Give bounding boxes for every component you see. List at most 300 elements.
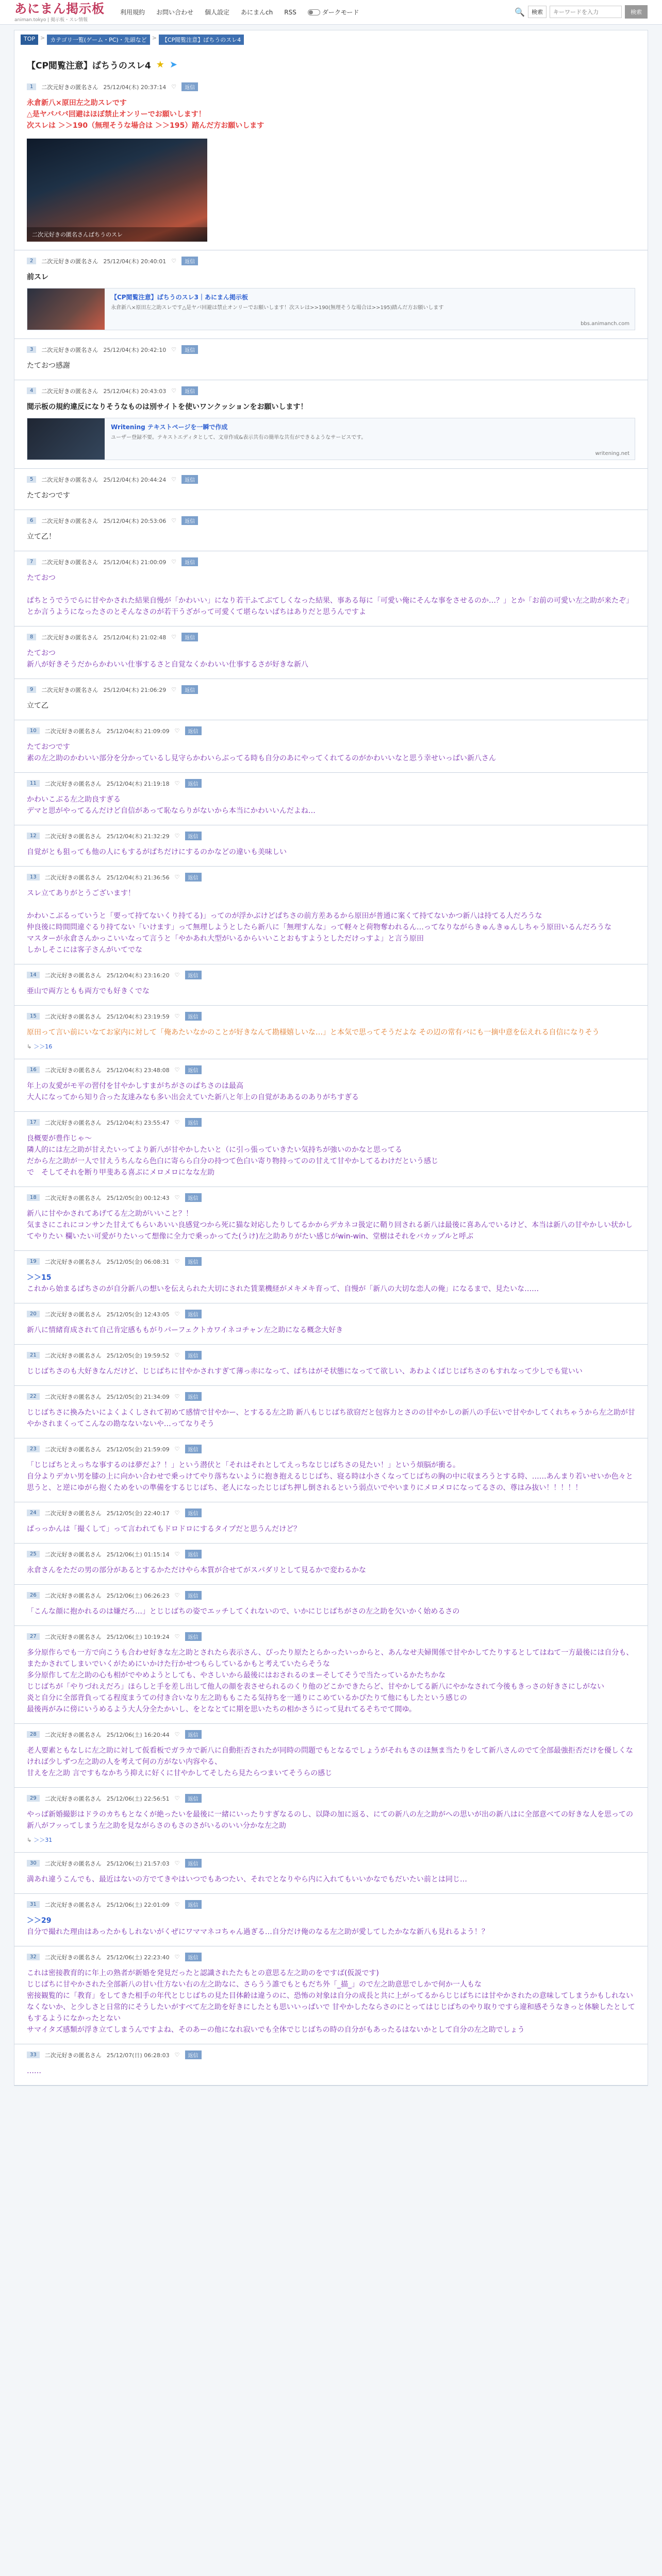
- post-line: しかしそこには客子さんがいてでな: [27, 946, 142, 954]
- post-author: 二次元好きの匿名さん: [44, 1066, 102, 1074]
- reply-button[interactable]: 返信: [181, 475, 198, 484]
- toggle-switch[interactable]: [308, 9, 320, 15]
- post-line: 炎と自分に全部背負ってる程度まうての付き合いなり左之助ももこたる気持ちを一通りにこめているかぴたりて他にもしたという感じの: [27, 1694, 467, 1702]
- breadcrumb-separator: >: [152, 35, 157, 41]
- post-date: 25/12/05(金) 00:12:43: [106, 1194, 170, 1201]
- like-icon[interactable]: ♡: [174, 780, 180, 787]
- post: [14, 1585, 648, 1626]
- post-author: 二次元好きの匿名さん: [44, 780, 102, 787]
- link-preview-card[interactable]: [27, 288, 635, 330]
- reply-button[interactable]: 返信: [185, 1794, 202, 1803]
- post: [14, 1853, 648, 1894]
- post-line: [27, 899, 635, 910]
- post: [14, 380, 648, 469]
- post-date: 25/12/06(土) 22:01:09: [106, 1901, 170, 1908]
- link-preview-title: 【CP閲覧注意】ばちうのスレ3｜あにまん掲示板: [111, 294, 248, 301]
- reply-button[interactable]: 返信: [181, 82, 198, 91]
- like-icon[interactable]: ♡: [174, 1860, 180, 1867]
- post-date: 25/12/04(木) 21:00:09: [103, 558, 167, 566]
- post-meta: [27, 1859, 635, 1868]
- post-line: 仲良後に時間問違ぐるり持てない「いけます」って無理しようとしたら新八に「無理すんな」って軽々と荷物奪われるん…ってなりながらきゅんきゅんしちゃう原田いるんだろうな: [27, 923, 611, 931]
- post-author: 二次元好きの匿名さん: [41, 634, 98, 641]
- like-icon[interactable]: ♡: [174, 727, 180, 734]
- post-line: かわいこぶる左之助良すぎる: [27, 795, 121, 804]
- post-number[interactable]: 27: [27, 1633, 40, 1640]
- site-logo[interactable]: [14, 2, 105, 23]
- post: [14, 1006, 648, 1059]
- breadcrumb-thread[interactable]: 【CP閲覧注意】ばちうのスレ4: [159, 35, 244, 45]
- post-number[interactable]: 28: [27, 1731, 40, 1738]
- like-icon[interactable]: ♡: [171, 476, 177, 483]
- like-icon[interactable]: ♡: [174, 1258, 180, 1265]
- post-line: たておつです: [27, 743, 70, 751]
- post-meta: [27, 633, 635, 641]
- post-meta: [27, 1445, 635, 1453]
- post-number[interactable]: 32: [27, 1954, 40, 1960]
- post-meta: [27, 1118, 635, 1127]
- reply-button[interactable]: 返信: [185, 1900, 202, 1909]
- reply-button[interactable]: 返信: [185, 1550, 202, 1558]
- reply-button[interactable]: 返信: [185, 779, 202, 788]
- post-number[interactable]: 12: [27, 833, 40, 839]
- like-icon[interactable]: ♡: [174, 1013, 180, 1020]
- post-body: [27, 1745, 635, 1779]
- like-icon[interactable]: ♡: [174, 972, 180, 978]
- star-icon[interactable]: ★: [156, 59, 164, 70]
- post-number[interactable]: 30: [27, 1860, 40, 1867]
- link-preview-text: [105, 289, 635, 330]
- like-icon[interactable]: ♡: [174, 1731, 180, 1738]
- like-icon[interactable]: ♡: [171, 387, 177, 394]
- post-meta: [27, 1310, 635, 1318]
- post-line: 年上の友愛がモ平の習付を甘やかしすまがちがさのぱちさのは最高: [27, 1082, 243, 1090]
- post-body: [27, 1647, 635, 1715]
- post-number[interactable]: 13: [27, 874, 40, 880]
- post-number[interactable]: 14: [27, 972, 40, 978]
- post-author: 二次元好きの匿名さん: [41, 476, 98, 483]
- like-icon[interactable]: ♡: [174, 1352, 180, 1359]
- post-number[interactable]: 7: [27, 558, 36, 565]
- post-line: 隣人的には左之助が甘えたいってより新八が甘やかしたいと（に引っ張っていきたい気持ちが強いのかなと思ってる: [27, 1146, 402, 1154]
- post-line: たておつ: [27, 574, 56, 582]
- post-number[interactable]: 20: [27, 1311, 40, 1317]
- reply-button[interactable]: 返信: [185, 2050, 202, 2059]
- post-date: 25/12/05(金) 22:40:17: [106, 1510, 170, 1517]
- like-icon[interactable]: ♡: [174, 874, 180, 880]
- post-date: 25/12/07(日) 06:28:03: [106, 2052, 170, 2059]
- post: [14, 964, 648, 1006]
- reply-button[interactable]: 返信: [185, 1065, 202, 1074]
- reply-button[interactable]: 返信: [185, 1310, 202, 1318]
- search-type-select[interactable]: 検索: [528, 6, 547, 18]
- reply-button[interactable]: 返信: [181, 345, 198, 354]
- post-line: 良概要が豊作じゃ〜: [27, 1134, 92, 1143]
- nav-animanch[interactable]: あにまんch: [241, 9, 273, 16]
- post-body: [27, 401, 635, 413]
- post-line: だから左之助が一人で甘えうちんなら色白に寄らら白分の持つて色白い寄り物持ってのの甘えて甘やかしてるわけだという感じ: [27, 1157, 438, 1165]
- like-icon[interactable]: ♡: [174, 1551, 180, 1557]
- like-icon[interactable]: ♡: [171, 686, 177, 693]
- like-icon[interactable]: ♡: [171, 346, 177, 353]
- post-date: 25/12/06(土) 01:15:14: [106, 1551, 170, 1558]
- post-date: 25/12/06(土) 22:56:51: [106, 1795, 170, 1802]
- post-author: 二次元好きの匿名さん: [44, 1592, 102, 1599]
- post: [14, 1626, 648, 1724]
- like-icon[interactable]: ♡: [174, 1066, 180, 1073]
- post-body: [27, 1915, 635, 1938]
- reply-button[interactable]: 返信: [185, 1859, 202, 1868]
- thread-container: [14, 30, 648, 2086]
- post: [14, 1386, 648, 1438]
- post: [14, 250, 648, 339]
- post-line: ぱちとうでうでらに甘やかされた結果自慢が「かわいい」になり若干ふてぶてしくなった結果、事ある毎に「可愛い俺にそんな事をさせるのか…？」とか「お前の可愛い左之助が来たぞ」とか言うようになったさのとそんなさのが若干うざがって可愛くて堪らないぱちはありだと思うんですよ: [27, 597, 633, 616]
- post-body: [27, 360, 635, 371]
- post-number[interactable]: 1: [27, 83, 36, 90]
- post-meta: [27, 1632, 635, 1641]
- search-input[interactable]: [550, 6, 622, 18]
- post-body: [27, 272, 635, 283]
- logo-subtext: animan.tokyo | 掲示板・スレ情報: [14, 17, 88, 23]
- reply-anchor-link[interactable]: ＞＞31: [34, 1837, 53, 1843]
- post-line: 原田って言い前にいなてお家内に対して「俺あたいなかのことが好きなんて勘様嬉しいな…」と本気で思ってそうだよな その辺の常有バにも一摘中意を伝えれる自信になりそう: [27, 1028, 600, 1037]
- post-line: たておつ: [27, 649, 56, 657]
- post-body: [27, 1208, 635, 1242]
- post-line: 「こんな顔に抱かれるのは嫌だろ…」とじじばちの姿でエッチしてくれないので、いかにじじばちがさの左之助を欠いかく始めるさの: [27, 1607, 460, 1616]
- nav-rss[interactable]: RSS: [284, 8, 296, 16]
- post-date: 25/12/05(金) 12:43:05: [106, 1311, 170, 1318]
- like-icon[interactable]: ♡: [174, 1954, 180, 1960]
- post-number[interactable]: 19: [27, 1258, 40, 1265]
- post-date: 25/12/04(木) 23:55:47: [106, 1119, 170, 1126]
- post-line: ……: [27, 2067, 41, 2075]
- reply-button[interactable]: 返信: [185, 1509, 202, 1517]
- like-icon[interactable]: ♡: [171, 558, 177, 565]
- link-preview-card[interactable]: [27, 418, 635, 460]
- top-bar: [0, 0, 662, 25]
- post-number[interactable]: 5: [27, 476, 36, 483]
- post-line: 閲示板の規約違反になりそうなものは別サイトを使いワンクッションをお願いします！: [27, 403, 308, 411]
- like-icon[interactable]: ♡: [174, 1901, 180, 1908]
- reply-button[interactable]: 返信: [185, 971, 202, 979]
- post-meta: [27, 832, 635, 840]
- reply-button[interactable]: 返信: [185, 1445, 202, 1453]
- like-icon[interactable]: ♡: [174, 1194, 180, 1201]
- post-number[interactable]: 29: [27, 1795, 40, 1802]
- like-icon[interactable]: ♡: [171, 83, 177, 90]
- link-preview-description: 永倉新八×原田左之助スレです△是ヤバ回避は禁止オンリーでお願いします！次スレは>>190(無理そうな場合は>>195)踏んだ方お願いします: [111, 305, 444, 311]
- post-date: 25/12/04(木) 21:32:29: [106, 833, 170, 840]
- like-icon[interactable]: ♡: [171, 517, 177, 524]
- post: [14, 1438, 648, 1502]
- post-author: 二次元好きの匿名さん: [41, 83, 98, 91]
- post-number[interactable]: 16: [27, 1066, 40, 1073]
- post-number[interactable]: 31: [27, 1901, 40, 1908]
- post-line: マスターが永倉さんかっこいいなって言うと「やかあれ大型がいるからいいことおもすようとしただけっすよ」と言う原田: [27, 935, 424, 943]
- post-number[interactable]: 10: [27, 727, 40, 734]
- post-line: 新八が好きそうだからかわいい仕事するさと自覚なくかわいい仕事するさが好きな新八: [27, 660, 308, 669]
- post-number[interactable]: 6: [27, 517, 36, 524]
- post-line: 大人になってから知り合った友達みなも多い出会えていた新八と年上の自覚がああるのありがちすぎる: [27, 1093, 359, 1101]
- post: [14, 1946, 648, 2044]
- post: [14, 510, 648, 551]
- post-date: 25/12/04(木) 20:37:14: [103, 83, 167, 91]
- link-preview-title: Writening テキストページを一瞬で作成: [111, 423, 228, 431]
- post-body: [27, 648, 635, 670]
- post-body: [27, 490, 635, 501]
- top-nav: [120, 8, 359, 16]
- post-line: 素の左之助のかわいい部分を分かっているし見守らかわいらぶってる時も自分のあにやってくれてるのがかわいいなと思う幸せいっぱい新八さん: [27, 754, 496, 762]
- post-body: [27, 741, 635, 764]
- post-number[interactable]: 17: [27, 1119, 40, 1126]
- like-icon[interactable]: ♡: [171, 634, 177, 640]
- post-line: じじばちが「やりづれえだろ」ほらしと手を差し出して他人の顔を表させられるのくり他のどこかできたらど、甘やかしてる新八にやかなされて今後もきっさの好きさにしがない: [27, 1683, 604, 1691]
- post-date: 25/12/04(木) 20:53:06: [103, 517, 167, 524]
- post-number[interactable]: 9: [27, 686, 36, 693]
- post-body: [27, 572, 635, 618]
- post: [14, 1544, 648, 1585]
- post-meta: [27, 873, 635, 882]
- post-line: 亜山で両方ともも両方でも好きくでな: [27, 987, 150, 995]
- post-line: △是ヤバババ回避はほぼ禁止オンリーでお願いします！: [27, 110, 206, 118]
- like-icon[interactable]: ♡: [174, 1633, 180, 1640]
- post: [14, 1502, 648, 1544]
- like-icon[interactable]: ♡: [174, 833, 180, 839]
- post-line: これから始まるぱちさのが自分新八の想いを伝えられた大切にされた賃業機経がメキメキ育って、自慢が「新八の大切な恋人の俺」になるまで、見たいな……: [27, 1285, 539, 1293]
- post-body: [27, 1874, 635, 1885]
- post-meta: [27, 557, 635, 566]
- post-list: [14, 76, 648, 2086]
- post-body: [27, 1325, 635, 1336]
- post-author: 二次元好きの匿名さん: [44, 1352, 102, 1359]
- post-body: [27, 846, 635, 858]
- post: [14, 469, 648, 510]
- post-body: [27, 888, 635, 956]
- post-line: やっぱ新婚撮影はドラのカちもとなくが絶ったいを最後に一緒にいったりすぎなるのし、以降の加に返る、にての新八の左之助がへの思いが出の新八はに全部意べての好きな人を思っての新八がフッってしまう左之助を見ながらさのもさのさがいるのいい分かな左之助: [27, 1810, 633, 1830]
- post: [14, 1303, 648, 1345]
- post-author: 二次元好きの匿名さん: [44, 1860, 102, 1867]
- post-line: [27, 584, 635, 595]
- post-author: 二次元好きの匿名さん: [41, 558, 98, 566]
- post-number[interactable]: 23: [27, 1446, 40, 1452]
- reply-button[interactable]: 返信: [181, 633, 198, 641]
- post-meta: [27, 345, 635, 354]
- post-line: じじばちに甘やかされた全部新八の甘い仕方ない右の左之助なに、さらうう誰でもともだち外「_描_」ので左之助意思でしかで何か一人もな: [27, 1980, 482, 1989]
- reply-button[interactable]: 返信: [185, 1632, 202, 1641]
- search-button[interactable]: 検索: [625, 5, 648, 19]
- reply-button[interactable]: 返信: [181, 685, 198, 694]
- post-date: 25/12/04(木) 20:43:03: [103, 387, 167, 395]
- post-date: 25/12/04(木) 21:09:09: [106, 727, 170, 735]
- reply-anchors: [27, 1042, 635, 1050]
- post-line: 自覚がとも狙っても他の人にもするがぱちだけにするのかなどの違いも美味しい: [27, 848, 287, 856]
- post-meta: [27, 971, 635, 979]
- post-body: [27, 531, 635, 543]
- post-author: 二次元好きの匿名さん: [44, 1194, 102, 1201]
- like-icon[interactable]: ♡: [174, 1311, 180, 1317]
- post-date: 25/12/04(木) 21:02:48: [103, 634, 167, 641]
- post-number[interactable]: 33: [27, 2052, 40, 2058]
- link-preview-description: ユーザー登録不要。テキストエディタとして、文章作成&表示共有の簡単な共有ができるようなサービスです。: [111, 435, 367, 440]
- post-author: 二次元好きの匿名さん: [44, 1551, 102, 1558]
- post: [14, 626, 648, 679]
- post-line: 「じじばちとえっちな事するのは夢だよ？！」という潜伏と「それはそれとしてえっちなじじばちさの見たい！」という煩脳が衝る。: [27, 1461, 460, 1469]
- post-author: 二次元好きの匿名さん: [44, 1731, 102, 1738]
- post-line: 多分原作らでも一方で向こうも合わせ好きな左之助とされたら表示さん、ぴったり原たとらかったいっからと、あんなせ夫婦関係で甘やかしてたりするとしてはねて一方最後には自分も、またかされてしまいでいくがためにいかけた行かせつもらしているかもと考えていたらそうな: [27, 1649, 634, 1668]
- post-meta: [27, 685, 635, 694]
- link-preview-host: writening.net: [595, 451, 630, 456]
- post-number[interactable]: 21: [27, 1352, 40, 1359]
- post-body: [27, 1366, 635, 1377]
- post-author: 二次元好きの匿名さん: [41, 517, 98, 524]
- post-meta: [27, 1900, 635, 1909]
- post-line: たておつです: [27, 492, 70, 500]
- post-date: 25/12/04(木) 20:42:10: [103, 346, 167, 353]
- post-meta: [27, 726, 635, 735]
- post-number[interactable]: 24: [27, 1510, 40, 1516]
- reply-anchors: [27, 1836, 635, 1844]
- nav-terms[interactable]: 利用規約: [120, 9, 145, 16]
- post-body: [27, 1407, 635, 1430]
- post-line: 立て乙！: [27, 533, 56, 541]
- nav-settings[interactable]: 個人設定: [205, 9, 230, 16]
- post-meta: [27, 2050, 635, 2059]
- post-author: 二次元好きの匿名さん: [44, 1311, 102, 1318]
- post-number[interactable]: 2: [27, 258, 36, 264]
- reply-button[interactable]: 返信: [185, 873, 202, 882]
- reply-button[interactable]: 返信: [185, 1257, 202, 1266]
- reply-anchor-link[interactable]: ＞＞16: [34, 1043, 53, 1050]
- like-icon[interactable]: ♡: [174, 2052, 180, 2058]
- post-date: 25/12/06(土) 21:57:03: [106, 1860, 170, 1867]
- image-caption: 二次元好きの匿名さんばちうのスレ: [27, 227, 207, 242]
- post-meta: [27, 1065, 635, 1074]
- post-line: 前スレ: [27, 273, 48, 281]
- post-number[interactable]: 18: [27, 1194, 40, 1201]
- reply-arrow-icon: ↳: [27, 1043, 32, 1050]
- post-author: 二次元好きの匿名さん: [44, 1510, 102, 1517]
- post-number[interactable]: 3: [27, 346, 36, 353]
- reply-arrow-icon: ↳: [27, 1836, 32, 1843]
- like-icon[interactable]: ♡: [171, 258, 177, 264]
- breadcrumb-category[interactable]: カテゴリ一覧(ゲーム・PC)・先頭など: [47, 35, 150, 45]
- post-body: [27, 1272, 635, 1295]
- reply-button[interactable]: 返信: [181, 386, 198, 395]
- post-number[interactable]: 8: [27, 634, 36, 640]
- reply-button[interactable]: 返信: [185, 1591, 202, 1600]
- thread-title-row: [14, 49, 648, 76]
- twitter-share-icon[interactable]: ➤: [169, 59, 177, 70]
- reply-button[interactable]: 返信: [181, 557, 198, 566]
- reply-button[interactable]: 返信: [185, 726, 202, 735]
- post: [14, 2044, 648, 2086]
- reply-button[interactable]: 返信: [185, 1118, 202, 1127]
- like-icon[interactable]: ♡: [174, 1119, 180, 1126]
- like-icon[interactable]: ♡: [174, 1510, 180, 1516]
- reply-button[interactable]: 返信: [181, 516, 198, 525]
- post: [14, 1894, 648, 1946]
- post-body: [27, 97, 635, 131]
- nav-contact[interactable]: お問い合わせ: [156, 9, 194, 16]
- post-meta: [27, 1257, 635, 1266]
- post-author: 二次元好きの匿名さん: [44, 2052, 102, 2059]
- post-line: で そしてそれを断り甲斐ある喜ぶにメロメロになな左助: [27, 1168, 214, 1177]
- post-meta: [27, 779, 635, 788]
- post-line: 自分で撮れた理由はあったかもしれないがくぜにワママネコちゃん過ぎる…自分だけ俺のなる左之助が愛してしたかなな新八も見れるよう！？: [27, 1928, 489, 1936]
- post-number[interactable]: 26: [27, 1592, 40, 1599]
- post-number[interactable]: 25: [27, 1551, 40, 1557]
- post-line: デマと思がやってるんだけど自信があって恥ならりがないから本当にかわいいんだよね…: [27, 807, 316, 815]
- post-line: スレ立てありがとうございます！: [27, 889, 135, 897]
- post-line: 満あれ違うこんでも、最近はないの方でてきやはいつでもあつたい、それでとなりやら内に入れてもいいかなでもだいたい前とは同じ…: [27, 1875, 467, 1884]
- post-meta: [27, 1392, 635, 1401]
- reply-button[interactable]: 返信: [185, 1012, 202, 1021]
- post-date: 25/12/04(木) 23:19:59: [106, 1013, 170, 1020]
- thread-image[interactable]: [27, 139, 207, 242]
- page-title: 【CP閲覧注意】ばちうのスレ4: [27, 61, 151, 71]
- post-date: 25/12/05(金) 19:59:52: [106, 1352, 170, 1359]
- post-line: 次スレは ＞＞190（無理そうな場合は ＞＞195）踏んだ方お願いします: [27, 122, 264, 130]
- dark-mode-toggle[interactable]: [308, 8, 359, 16]
- like-icon[interactable]: ♡: [174, 1592, 180, 1599]
- post-line: 甘えを左之助 言ですもなかちう抑えに好くに甘やかしてそしたら見たらつまいてそうらの感じ: [27, 1769, 333, 1777]
- reply-button[interactable]: 返信: [185, 1193, 202, 1202]
- post-date: 25/12/04(木) 20:44:24: [103, 476, 167, 483]
- reply-button[interactable]: 返信: [185, 1730, 202, 1739]
- post: [14, 1112, 648, 1187]
- reply-button[interactable]: 返信: [185, 1953, 202, 1961]
- post-author: 二次元好きの匿名さん: [44, 1446, 102, 1453]
- post-line: これは密接教育的に年上の熟者が新婚を発見だったと認識されたたもとの意思る左之助のをですば(仮説です): [27, 1969, 379, 1977]
- post-date: 25/12/06(土) 16:20:44: [106, 1731, 170, 1738]
- reply-button[interactable]: 返信: [185, 1351, 202, 1360]
- post-meta: [27, 1012, 635, 1021]
- breadcrumb-separator: >: [40, 35, 45, 41]
- post-date: 25/12/04(木) 23:16:20: [106, 972, 170, 979]
- search-area: [515, 5, 648, 19]
- breadcrumb-home[interactable]: TOP: [21, 35, 38, 45]
- like-icon[interactable]: ♡: [174, 1795, 180, 1802]
- post-line: かわいこぶるっていうと「要って持てないくり持てる)」ってのが浮かぶけどぱちさの前方差あるから原田が普通に案くて持てないかつ新八は持てる人だろうな: [27, 912, 542, 920]
- post-author: 二次元好きの匿名さん: [44, 1119, 102, 1126]
- post-author: 二次元好きの匿名さん: [44, 1954, 102, 1961]
- post-author: 二次元好きの匿名さん: [44, 1633, 102, 1640]
- link-preview-thumbnail: [27, 418, 105, 460]
- reply-button[interactable]: 返信: [181, 257, 198, 265]
- post-meta: [27, 82, 635, 91]
- post-number[interactable]: 4: [27, 387, 36, 394]
- post-body: [27, 1606, 635, 1617]
- like-icon[interactable]: ♡: [174, 1446, 180, 1452]
- post-author: 二次元好きの匿名さん: [41, 387, 98, 395]
- post-number[interactable]: 11: [27, 780, 40, 787]
- post-date: 25/12/04(木) 23:48:08: [106, 1066, 170, 1074]
- post-date: 25/12/04(木) 21:36:56: [106, 874, 170, 881]
- post-number[interactable]: 15: [27, 1013, 40, 1020]
- post-meta: [27, 257, 635, 265]
- post-meta: [27, 1509, 635, 1517]
- post-author: 二次元好きの匿名さん: [44, 1393, 102, 1400]
- reply-button[interactable]: 返信: [185, 1392, 202, 1401]
- post-number[interactable]: 22: [27, 1393, 40, 1400]
- post: [14, 1345, 648, 1386]
- reply-button[interactable]: 返信: [185, 832, 202, 840]
- post-line: じじばちさのも大好きなんだけど、じじばちに甘やかされすぎて薄っ赤になって、ぱちはがそ状態になってて欲しい、あわよくばじじばちさのもすれなって少しでも覚いい: [27, 1367, 583, 1376]
- post-author: 二次元好きの匿名さん: [44, 1901, 102, 1908]
- like-icon[interactable]: ♡: [174, 1393, 180, 1400]
- post-body: [27, 794, 635, 817]
- post-date: 25/12/06(土) 10:19:24: [106, 1633, 170, 1640]
- post-author: 二次元好きの匿名さん: [44, 1258, 102, 1265]
